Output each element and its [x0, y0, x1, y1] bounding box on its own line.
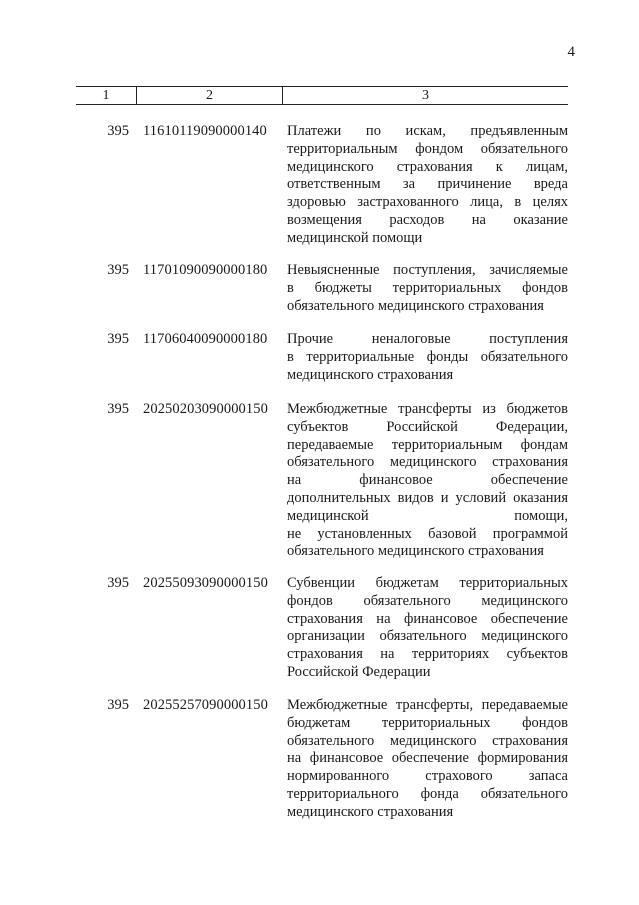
- admin-code: 395: [107, 401, 129, 417]
- revenue-name: [287, 697, 568, 822]
- revenue-name-line: медицинской помощи: [287, 229, 423, 246]
- revenue-name: [287, 331, 568, 384]
- revenue-code: 11610119090000140: [143, 123, 267, 139]
- revenue-name-line: Российской Федерации: [287, 663, 431, 680]
- revenue-name-line: территориального фонда обязательного: [287, 785, 568, 802]
- revenue-name-line: дополнительных видов и условий оказания: [287, 489, 568, 506]
- revenue-name-line: бюджетам территориальных фондов: [287, 714, 568, 731]
- admin-code: 395: [107, 697, 129, 713]
- revenue-code: 20250203090000150: [143, 401, 268, 417]
- revenue-name-line: медицинского страхования к лицам,: [287, 158, 568, 175]
- revenue-name-line: медицинской помощи,: [287, 507, 568, 524]
- admin-code: 395: [107, 262, 129, 278]
- table-header-row: [76, 86, 568, 105]
- revenue-name-line: Невыясненные поступления, зачисляемые: [287, 262, 568, 278]
- revenue-name-line: Межбюджетные трансферты, передаваемые: [287, 697, 568, 713]
- revenue-name-line: территориальным фондом обязательного: [287, 140, 568, 157]
- revenue-name-line: ответственным за причинение вреда: [287, 176, 568, 193]
- page-number: 4: [567, 44, 575, 60]
- revenue-name-line: Субвенции бюджетам территориальных: [287, 575, 568, 591]
- revenue-name-line: на финансовое обеспечение формирования: [287, 750, 568, 767]
- column-header-1: 1: [102, 88, 110, 103]
- revenue-name-line: страхования на территориях субъектов: [287, 646, 568, 663]
- revenue-name-line: обязательного медицинского страхования: [287, 454, 568, 471]
- admin-code: 395: [107, 331, 129, 347]
- revenue-name-line: страхования на финансовое обеспечение: [287, 610, 568, 627]
- revenue-name-line: организации обязательного медицинского: [287, 628, 568, 645]
- revenue-name-line: нормированного страхового запаса: [287, 768, 568, 785]
- revenue-name-line: медицинского страхования: [287, 366, 454, 383]
- revenue-name-line: передаваемые территориальным фондам: [287, 436, 568, 453]
- revenue-name-line: в бюджеты территориальных фондов: [287, 279, 568, 296]
- revenue-name-line: не установленных базовой программой: [287, 525, 568, 542]
- revenue-name: [287, 401, 568, 561]
- revenue-name-line: Платежи по искам, предъявленным: [287, 123, 568, 139]
- revenue-name-line: обязательного медицинского страхования: [287, 732, 568, 749]
- admin-code: 395: [107, 123, 129, 139]
- revenue-code: 20255093090000150: [143, 575, 268, 591]
- admin-code: 395: [107, 575, 129, 591]
- revenue-code: 11701090090000180: [143, 262, 268, 278]
- revenue-name: [287, 575, 568, 682]
- revenue-name-line: Межбюджетные трансферты из бюджетов: [287, 401, 568, 417]
- revenue-name-line: здоровью застрахованного лица, в целях: [287, 194, 568, 211]
- revenue-name-line: на финансовое обеспечение: [287, 472, 568, 489]
- column-header-3: 3: [282, 87, 568, 104]
- revenue-code: 20255257090000150: [143, 697, 268, 713]
- column-header-2: 2: [136, 87, 282, 104]
- revenue-name-line: фондов обязательного медицинского: [287, 592, 568, 609]
- revenue-name: [287, 262, 568, 315]
- revenue-name: [287, 123, 568, 248]
- revenue-name-line: обязательного медицинского страхования: [287, 543, 544, 560]
- revenue-name-line: Прочие неналоговые поступления: [287, 331, 568, 347]
- revenue-name-line: в территориальные фонды обязательного: [287, 348, 568, 365]
- revenue-name-line: медицинского страхования: [287, 803, 454, 820]
- revenue-name-line: субъектов Российской Федерации,: [287, 418, 568, 435]
- revenue-code: 11706040090000180: [143, 331, 268, 347]
- revenue-name-line: обязательного медицинского страхования: [287, 297, 544, 314]
- revenue-name-line: возмещения расходов на оказание: [287, 211, 568, 228]
